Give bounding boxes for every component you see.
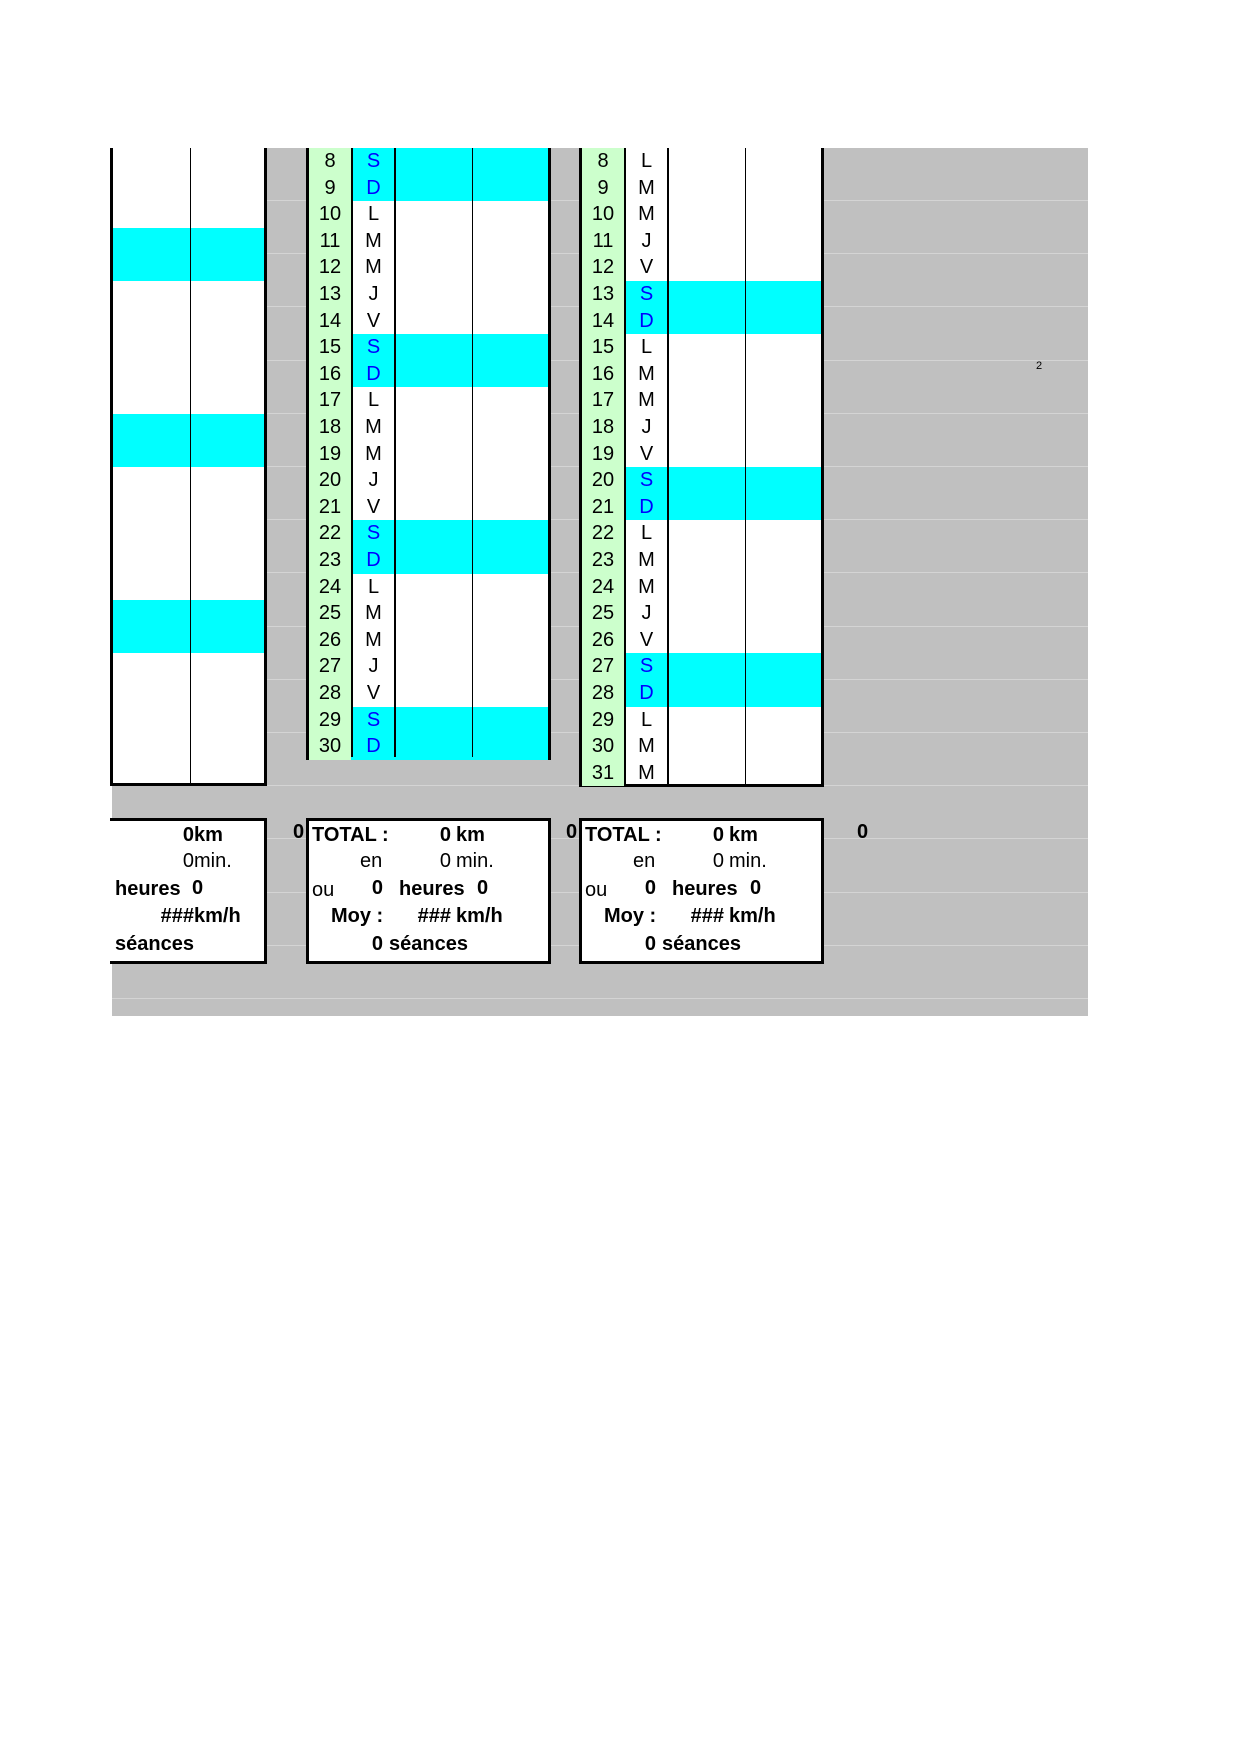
moy-label: Moy :: [331, 905, 384, 927]
day-of-week: J: [368, 469, 379, 492]
speed-unit: km/h: [456, 905, 503, 927]
day-of-week: D: [366, 362, 381, 385]
day-number: 24: [309, 574, 351, 601]
day-of-week: V: [639, 442, 654, 465]
day-of-week: V: [366, 495, 381, 518]
day-of-week: S: [639, 469, 654, 492]
day-row: [582, 733, 821, 760]
heures-extra: 0: [192, 877, 204, 899]
day-number: 21: [309, 494, 351, 521]
seances-label: séances: [389, 933, 468, 955]
km-unit: km: [729, 824, 758, 846]
day-row: [309, 733, 548, 760]
day-number: 15: [582, 334, 624, 361]
day-of-week: S: [366, 522, 381, 545]
heures-value: 0: [644, 877, 656, 899]
day-row: [582, 175, 821, 202]
day-of-week: S: [366, 150, 381, 172]
day-number: 13: [309, 281, 351, 308]
day-row: [309, 148, 548, 175]
day-number: 27: [309, 653, 351, 680]
heures-value: 0: [371, 877, 383, 899]
day-number: 16: [309, 361, 351, 388]
total-km-value: 0: [182, 824, 194, 846]
total-km-value: 0: [439, 824, 451, 846]
day-row: [309, 547, 548, 574]
day-of-week: S: [366, 336, 381, 359]
heures-label: heures: [115, 878, 181, 900]
middle-summary-box: [306, 818, 551, 964]
day-of-week: L: [367, 389, 380, 412]
day-row: [582, 600, 821, 627]
day-row: [582, 414, 821, 441]
day-of-week: M: [365, 442, 382, 465]
day-row: [582, 707, 821, 734]
day-of-week: J: [368, 283, 379, 305]
day-row: [582, 520, 821, 547]
seances-label: séances: [662, 933, 741, 955]
day-number: 25: [582, 600, 624, 627]
day-of-week: S: [366, 708, 381, 731]
day-number: 25: [309, 600, 351, 627]
day-of-week: M: [638, 362, 655, 385]
day-number: 24: [582, 574, 624, 601]
day-of-week: M: [638, 735, 655, 758]
left-partial-table: [110, 148, 267, 786]
km-unit: km: [456, 824, 485, 846]
day-of-week: J: [368, 655, 379, 678]
minutes-unit: min.: [456, 850, 494, 872]
day-number: 23: [582, 547, 624, 574]
day-of-week: L: [367, 203, 380, 226]
day-of-week: L: [367, 575, 380, 598]
day-of-week: L: [640, 336, 653, 359]
day-number: 12: [309, 254, 351, 281]
day-number: 23: [309, 547, 351, 574]
day-number: 9: [582, 175, 624, 202]
left-side-value: 0: [293, 821, 305, 843]
day-number: 22: [582, 520, 624, 547]
day-row: [309, 175, 548, 202]
day-number: 12: [582, 254, 624, 281]
total-label: TOTAL :: [312, 824, 389, 846]
day-number: 28: [309, 680, 351, 707]
day-number: 10: [582, 201, 624, 228]
day-of-week: J: [641, 416, 652, 438]
day-of-week: J: [641, 602, 652, 625]
day-row: [582, 760, 821, 787]
day-number: 14: [309, 308, 351, 335]
day-number: 31: [582, 760, 624, 787]
seances-value: 0: [371, 933, 383, 955]
day-row: [582, 228, 821, 255]
day-row: [309, 467, 548, 494]
day-row: [582, 627, 821, 654]
seances-label: séances: [115, 933, 194, 955]
day-number: 10: [309, 201, 351, 228]
day-of-week: M: [365, 229, 382, 252]
day-number: 18: [582, 414, 624, 441]
left-summary-box: [110, 818, 267, 964]
moy-label: Moy :: [604, 905, 657, 927]
day-of-week: M: [365, 256, 382, 279]
day-number: 16: [582, 361, 624, 388]
day-number: 22: [309, 520, 351, 547]
day-of-week: J: [641, 229, 652, 252]
middle-side-value: 0: [566, 821, 578, 843]
day-number: 20: [309, 467, 351, 494]
heures-label: heures: [672, 878, 738, 900]
day-of-week: M: [365, 628, 382, 651]
right-month-table: [579, 148, 824, 787]
day-number: 21: [582, 494, 624, 521]
day-row: [582, 574, 821, 601]
right-summary-box: [579, 818, 824, 964]
minutes-value: 0: [439, 850, 451, 872]
day-number: 14: [582, 308, 624, 335]
day-of-week: M: [638, 575, 655, 598]
day-row: [309, 653, 548, 680]
day-number: 17: [309, 387, 351, 414]
page-number: 2: [1036, 360, 1043, 372]
right-side-value: 0: [857, 821, 869, 843]
day-number: 11: [309, 228, 351, 255]
day-row: [309, 254, 548, 281]
day-number: 26: [309, 627, 351, 654]
day-number: 9: [309, 175, 351, 202]
day-of-week: V: [639, 256, 654, 279]
middle-month-table: [306, 148, 551, 760]
day-number: 8: [582, 148, 624, 175]
day-number: 27: [582, 653, 624, 680]
day-row: [309, 627, 548, 654]
day-number: 29: [309, 707, 351, 734]
day-number: 17: [582, 387, 624, 414]
day-row: [582, 148, 821, 175]
heures-extra: 0: [750, 877, 762, 899]
weekend-band: [113, 414, 264, 467]
heures-label: heures: [399, 878, 465, 900]
day-number: 20: [582, 467, 624, 494]
day-of-week: M: [638, 389, 655, 412]
minutes-unit: min.: [194, 850, 232, 872]
day-number: 28: [582, 680, 624, 707]
day-of-week: D: [366, 176, 381, 199]
en-label: en: [633, 850, 656, 872]
day-row: [582, 494, 821, 521]
day-of-week: D: [639, 495, 654, 518]
sheet-gridline: [112, 998, 1088, 999]
day-of-week: L: [640, 522, 653, 545]
day-of-week: L: [640, 708, 653, 731]
en-label: en: [360, 850, 383, 872]
day-of-week: D: [366, 549, 381, 571]
speed-unit: km/h: [194, 905, 241, 927]
speed-value: ###: [690, 905, 724, 927]
day-number: 8: [309, 148, 351, 175]
day-row: [309, 334, 548, 361]
day-row: [309, 600, 548, 627]
seances-value: 0: [644, 933, 656, 955]
day-of-week: V: [366, 682, 381, 704]
day-row: [582, 201, 821, 228]
day-row: [309, 414, 548, 441]
day-row: [309, 361, 548, 388]
day-row: [309, 201, 548, 228]
day-of-week: S: [639, 283, 654, 305]
day-row: [582, 547, 821, 574]
total-label: TOTAL :: [585, 824, 662, 846]
day-row: [309, 228, 548, 255]
day-of-week: M: [638, 176, 655, 199]
km-unit: km: [194, 824, 223, 846]
day-number: 19: [309, 441, 351, 468]
day-row: [582, 680, 821, 707]
day-row: [309, 574, 548, 601]
minutes-value: 0: [182, 850, 194, 872]
heures-extra: 0: [477, 877, 489, 899]
speed-unit: km/h: [729, 905, 776, 927]
day-row: [309, 520, 548, 547]
day-row: [309, 494, 548, 521]
day-number: 11: [582, 228, 624, 255]
day-row: [582, 254, 821, 281]
day-of-week: M: [365, 602, 382, 625]
day-number: 29: [582, 707, 624, 734]
day-number: 15: [309, 334, 351, 361]
day-of-week: L: [640, 150, 653, 172]
day-number: 18: [309, 414, 351, 441]
day-of-week: D: [639, 309, 654, 332]
day-row: [309, 387, 548, 414]
day-row: [582, 467, 821, 494]
day-of-week: D: [639, 682, 654, 704]
day-number: 26: [582, 627, 624, 654]
day-number: 30: [309, 733, 351, 760]
day-row: [582, 387, 821, 414]
day-of-week: D: [366, 735, 381, 758]
day-of-week: M: [365, 416, 382, 438]
day-of-week: M: [638, 761, 655, 784]
weekend-band: [113, 228, 264, 281]
day-row: [582, 653, 821, 680]
day-row: [582, 334, 821, 361]
weekend-band: [113, 600, 264, 653]
ou-label: ou: [312, 879, 335, 901]
ou-label: ou: [585, 879, 608, 901]
day-of-week: V: [639, 628, 654, 651]
day-row: [309, 707, 548, 734]
day-number: 13: [582, 281, 624, 308]
day-of-week: M: [638, 549, 655, 571]
minutes-value: 0: [712, 850, 724, 872]
day-row: [582, 441, 821, 468]
day-of-week: V: [366, 309, 381, 332]
day-row: [309, 281, 548, 308]
day-row: [582, 281, 821, 308]
day-row: [582, 308, 821, 335]
day-number: 30: [582, 733, 624, 760]
day-row: [309, 441, 548, 468]
day-row: [582, 361, 821, 388]
minutes-unit: min.: [729, 850, 767, 872]
total-km-value: 0: [712, 824, 724, 846]
day-of-week: S: [639, 655, 654, 678]
day-row: [309, 680, 548, 707]
day-of-week: M: [638, 203, 655, 226]
day-row: [309, 308, 548, 335]
speed-value: ###: [417, 905, 451, 927]
speed-value: ###: [160, 905, 194, 927]
day-number: 19: [582, 441, 624, 468]
